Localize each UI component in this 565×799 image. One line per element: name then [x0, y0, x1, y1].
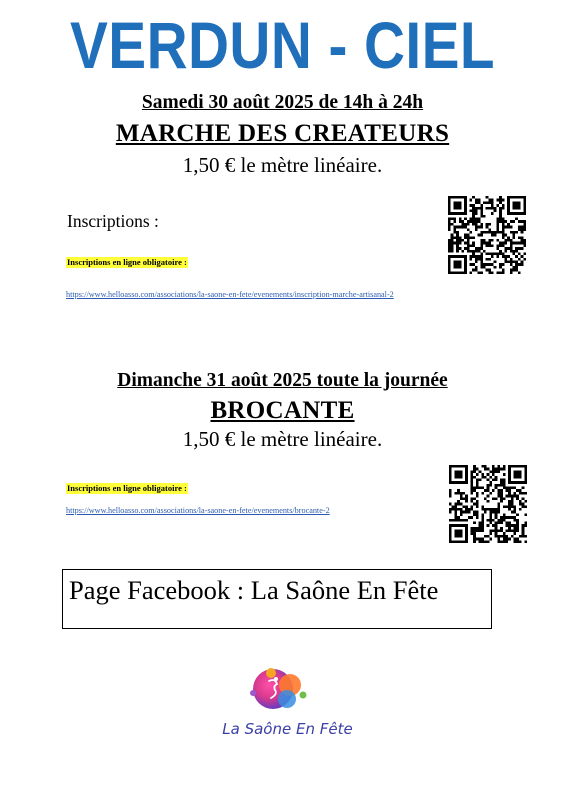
- event1-mandatory-note: Inscriptions en ligne obligatoire :: [67, 257, 187, 267]
- facebook-page-text: Page Facebook : La Saône En Fête: [69, 575, 439, 605]
- event2-price: 1,50 € le mètre linéaire.: [182, 427, 383, 451]
- event1-name: MARCHE DES CREATEURS: [115, 120, 450, 147]
- page-title: VERDUN - CIEL: [69, 8, 496, 82]
- event2-name: BROCANTE: [210, 397, 355, 424]
- logo-text: La Saône En Fête: [222, 720, 353, 738]
- la-saone-en-fete-logo-icon: [243, 659, 315, 717]
- event2-date: Dimanche 31 août 2025 toute la journée: [117, 370, 448, 391]
- event1-price: 1,50 € le mètre linéaire.: [182, 153, 383, 177]
- facebook-page-box: [62, 569, 492, 629]
- qr-code-icon[interactable]: [447, 196, 527, 274]
- event1-date: Samedi 30 août 2025 de 14h à 24h: [141, 92, 424, 113]
- inscriptions-label: Inscriptions :: [67, 211, 159, 231]
- event1-registration-link[interactable]: https://www.helloasso.com/associations/la-saone-en-fete/evenements/inscription-marche-artisanal-2: [66, 290, 394, 299]
- event2-mandatory-note: Inscriptions en ligne obligatoire :: [67, 483, 187, 493]
- qr-code-icon[interactable]: [449, 465, 527, 543]
- event2-registration-link[interactable]: https://www.helloasso.com/associations/la-saone-en-fete/evenements/brocante-2: [66, 506, 330, 515]
